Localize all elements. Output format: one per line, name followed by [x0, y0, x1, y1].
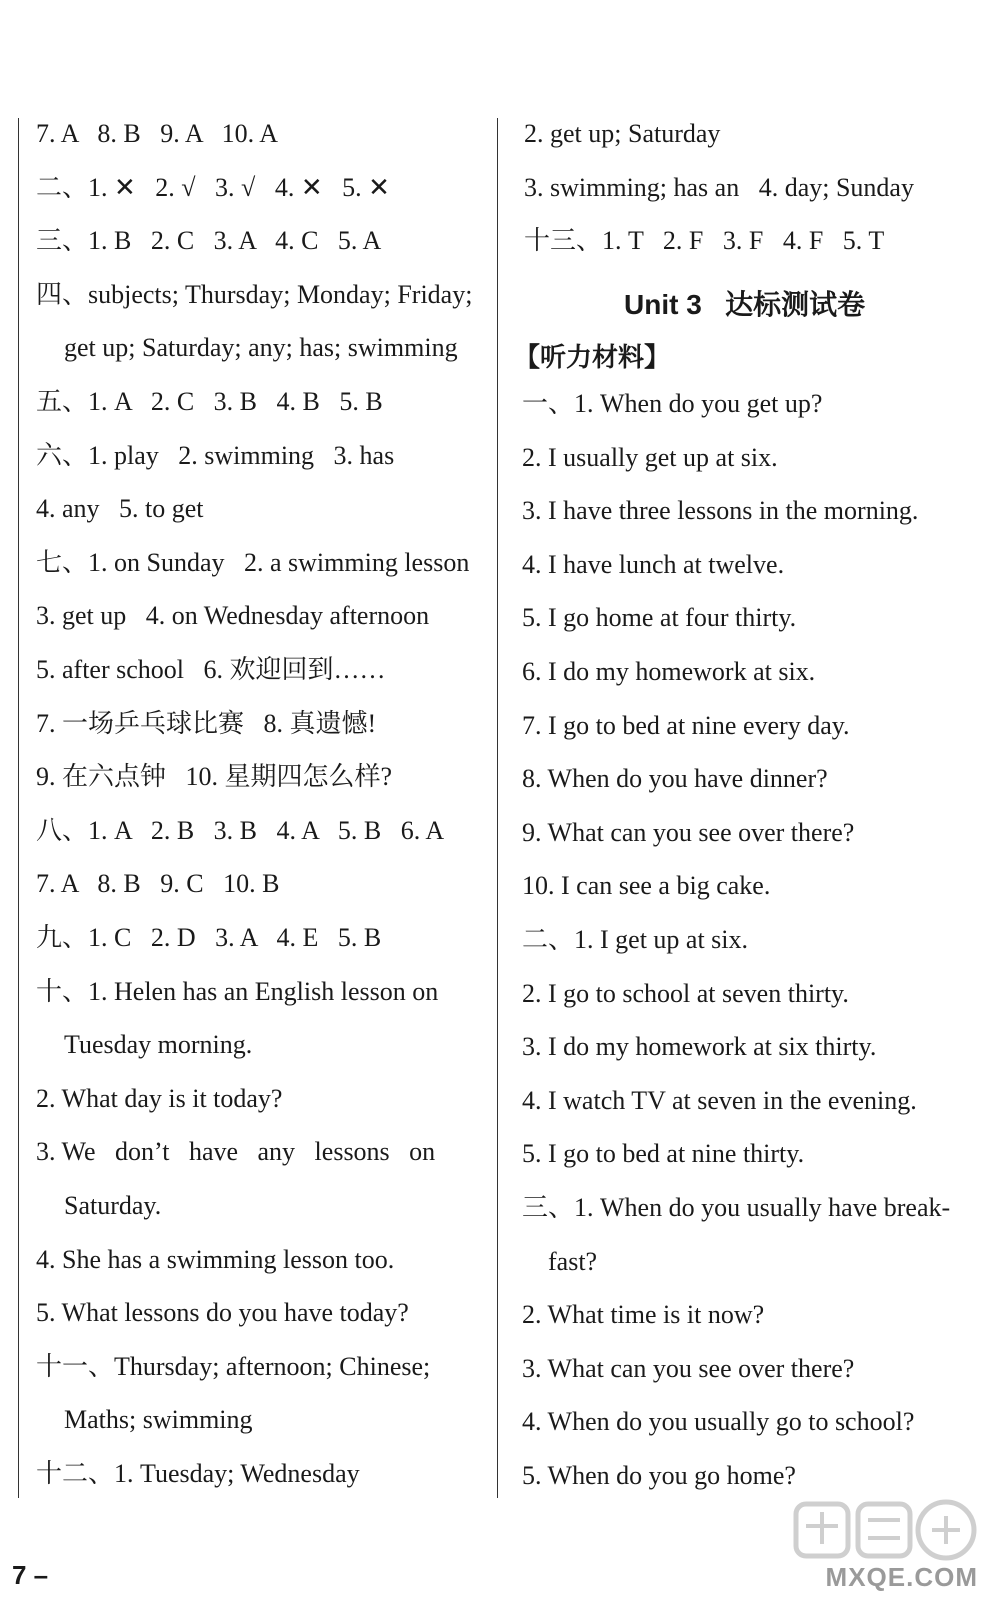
listening-script-line: 2. What time is it now? [522, 1300, 765, 1330]
listening-script-line: 9. What can you see over there? [522, 817, 855, 847]
listening-script-line: 4. When do you usually go to school? [522, 1407, 915, 1437]
answer-line: 二、1. ✕ 2. √ 3. √ 4. ✕ 5. ✕ [36, 172, 390, 202]
answer-line: Maths; swimming [64, 1405, 253, 1435]
answer-line: 5. What lessons do you have today? [36, 1298, 409, 1328]
listening-script-line: 二、1. I get up at six. [522, 925, 749, 954]
listening-script-line: 3. I do my homework at six thirty. [522, 1032, 877, 1062]
answer-line: 3. We don’t have any lessons on [36, 1137, 436, 1167]
answer-line: 七、1. on Sunday 2. a swimming lesson [36, 547, 470, 577]
listening-script-line: 7. I go to bed at nine every day. [522, 710, 850, 740]
answer-line: 九、1. C 2. D 3. A 4. E 5. B [36, 923, 382, 952]
answer-line: 十三、1. T 2. F 3. F 4. F 5. T [524, 226, 885, 256]
watermark-text: MXQE.COM [825, 1562, 978, 1592]
answer-line: 4. She has a swimming lesson too. [36, 1244, 395, 1274]
listening-script-line: 5. I go home at four thirty. [522, 603, 797, 633]
listening-script-line: fast? [548, 1246, 598, 1276]
listening-script-line: 三、1. When do you usually have break- [522, 1193, 951, 1222]
answer-line: 7. A 8. B 9. C 10. B [36, 869, 280, 899]
listening-script-line: 8. When do you have dinner? [522, 764, 828, 794]
answer-line: 三、1. B 2. C 3. A 4. C 5. A [36, 226, 382, 256]
listening-script-line: 3. I have three lessons in the morning. [522, 496, 919, 526]
listening-script-line: 一、1. When do you get up? [522, 389, 823, 418]
unit-title: Unit 3 达标测试卷 [624, 289, 866, 320]
answer-line: 7. A 8. B 9. A 10. A [36, 119, 278, 148]
listening-script-line: 6. I do my homework at six. [522, 657, 816, 686]
answer-line: 十二、1. Tuesday; Wednesday [36, 1459, 360, 1488]
listening-script-line: 4. I have lunch at twelve. [522, 549, 785, 579]
listening-script-line: 3. What can you see over there? [522, 1353, 855, 1383]
answer-line: 四、subjects; Thursday; Monday; Friday; [36, 279, 473, 309]
answer-line: 3. swimming; has an 4. day; Sunday [524, 172, 914, 202]
answer-line: get up; Saturday; any; has; swimming [64, 333, 458, 363]
answer-line: Saturday. [64, 1191, 162, 1220]
listening-script-line: 2. I usually get up at six. [522, 442, 778, 472]
answer-line: 2. What day is it today? [36, 1083, 283, 1113]
listening-script-line: 2. I go to school at seven thirty. [522, 978, 849, 1008]
listening-script-line: 5. I go to bed at nine thirty. [522, 1139, 805, 1169]
answer-line: 十一、Thursday; afternoon; Chinese; [36, 1351, 431, 1381]
page-number: 7 – [12, 1560, 49, 1590]
listening-script-line: 4. I watch TV at seven in the evening. [522, 1085, 917, 1115]
answer-line: 5. after school 6. 欢迎回到…… [36, 655, 386, 684]
listening-script-line: 10. I can see a big cake. [522, 871, 771, 901]
answer-line: Tuesday morning. [64, 1030, 253, 1060]
answer-line: 五、1. A 2. C 3. B 4. B 5. B [36, 387, 383, 416]
answer-line: 7. 一场乒乓球比赛 8. 真遗憾! [36, 708, 377, 738]
listening-material-heading: 【听力材料】 [514, 343, 671, 373]
answer-line: 3. get up 4. on Wednesday afternoon [36, 601, 430, 631]
answer-line: 2. get up; Saturday [524, 119, 721, 148]
left-margin-rule [18, 118, 19, 1498]
column-divider [497, 118, 498, 1498]
answer-line: 9. 在六点钟 10. 星期四怎么样? [36, 762, 393, 792]
answer-line: 十、1. Helen has an English lesson on [36, 976, 439, 1006]
answer-line: 八、1. A 2. B 3. B 4. A 5. B 6. A [36, 815, 445, 845]
answer-line: 4. any 5. to get [36, 494, 204, 524]
answer-line: 六、1. play 2. swimming 3. has [36, 440, 395, 470]
listening-script-line: 5. When do you go home? [522, 1461, 796, 1490]
